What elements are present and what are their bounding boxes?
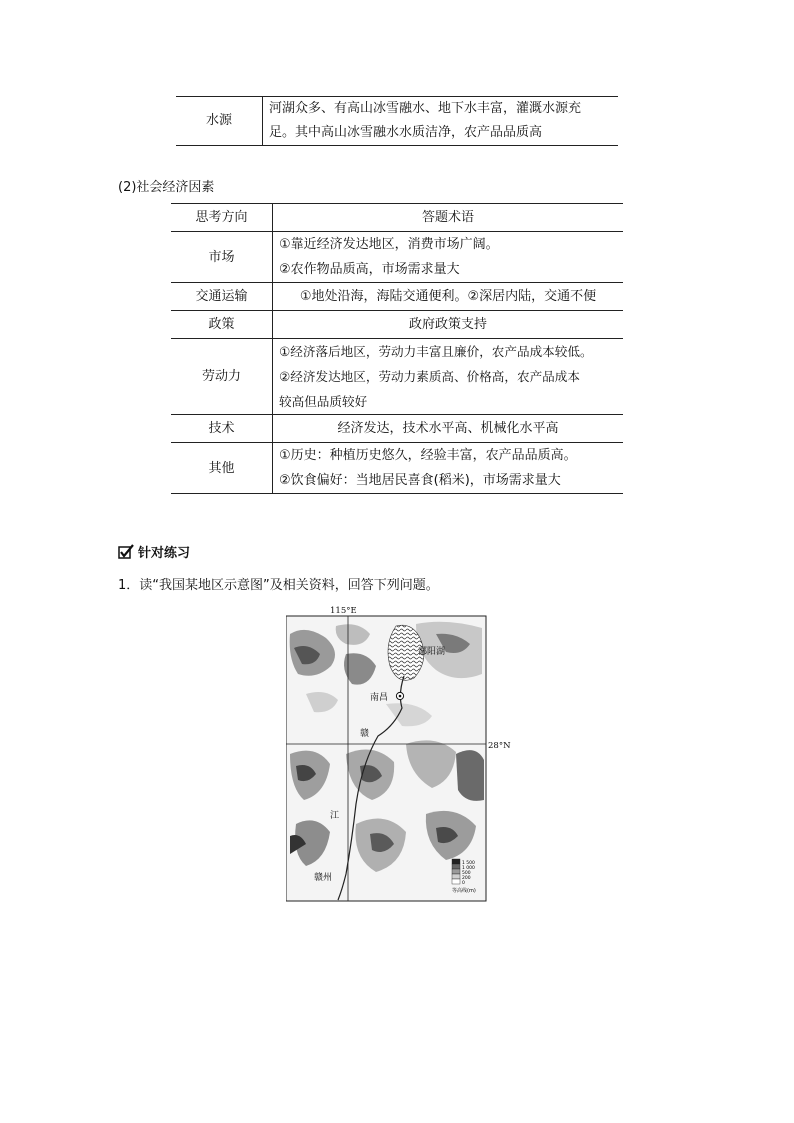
- table-row: [171, 311, 623, 339]
- table-row: [171, 232, 623, 283]
- row-content: 政府政策支持: [273, 311, 624, 339]
- legend-title: 等高线(m): [452, 888, 476, 894]
- table-row: [171, 415, 623, 443]
- table-row: [171, 339, 623, 415]
- row-label: 技术: [171, 415, 273, 443]
- city-label-ganzhou: 赣州: [314, 873, 333, 883]
- legend-value: 200: [462, 876, 471, 881]
- question-1: 1．读“我国某地区示意图”及相关资料，回答下列问题。: [118, 578, 439, 593]
- legend-value: 500: [462, 871, 471, 876]
- section-title: (2)社会经济因素: [118, 180, 215, 195]
- table-row: [176, 97, 618, 146]
- socio-economic-table: [171, 203, 623, 494]
- header-direction: 思考方向: [171, 204, 273, 232]
- legend-value: 1 500: [462, 861, 475, 866]
- latitude-label: 28°N: [488, 741, 511, 751]
- city-label-nanchang: 南昌: [370, 693, 389, 703]
- content-line: ①靠近经济发达地区，消费市场广阔。: [279, 237, 499, 252]
- content-line: 足。其中高山冰雪融水水质洁净，农产品品质高: [269, 125, 543, 140]
- content-line: ①历史：种植历史悠久，经验丰富，农产品品质高。: [279, 448, 577, 463]
- region-map: [286, 604, 522, 904]
- content-line: ②饮食偏好：当地居民喜食(稻米)，市场需求量大: [279, 473, 561, 488]
- row-content: [273, 232, 624, 283]
- practice-heading-text: 针对练习: [138, 546, 191, 561]
- row-label: 其他: [171, 443, 273, 494]
- row-label: 水源: [176, 97, 263, 146]
- table-row: [171, 443, 623, 494]
- practice-heading: [118, 542, 190, 561]
- river-label-jiang: 江: [330, 811, 340, 821]
- content-line: ②经济发达地区，劳动力素质高、价格高，农产品成本: [279, 369, 580, 384]
- longitude-label: 115°E: [330, 606, 357, 616]
- row-label: 交通运输: [171, 283, 273, 311]
- lake-label: 鄱阳湖: [418, 647, 446, 657]
- row-content: ①地处沿海，海陆交通便利。②深居内陆，交通不便: [273, 283, 624, 311]
- header-terms: 答题术语: [421, 210, 474, 225]
- legend-value: 0: [462, 881, 465, 886]
- row-label: 政策: [171, 311, 273, 339]
- row-label: 市场: [171, 232, 273, 283]
- legend-value: 1 000: [462, 866, 475, 871]
- row-content: [263, 97, 619, 146]
- row-content: [273, 339, 624, 415]
- content-line: ①经济落后地区，劳动力丰富且廉价，农产品成本较低。: [279, 344, 593, 359]
- river-label-gan: 赣: [360, 729, 370, 739]
- row-content: 经济发达，技术水平高、机械化水平高: [273, 415, 624, 443]
- content-line: 河湖众多、有高山冰雪融水、地下水丰富，灌溉水源充: [269, 101, 582, 116]
- water-source-table: [176, 96, 618, 146]
- table-row: [171, 283, 623, 311]
- row-label: 劳动力: [171, 339, 273, 415]
- table-header-row: [171, 204, 623, 232]
- row-content: [273, 443, 624, 494]
- content-line: ②农作物品质高，市场需求量大: [279, 262, 460, 277]
- checkbox-checked-icon: [118, 544, 134, 560]
- content-line: 较高但品质较好: [279, 394, 368, 409]
